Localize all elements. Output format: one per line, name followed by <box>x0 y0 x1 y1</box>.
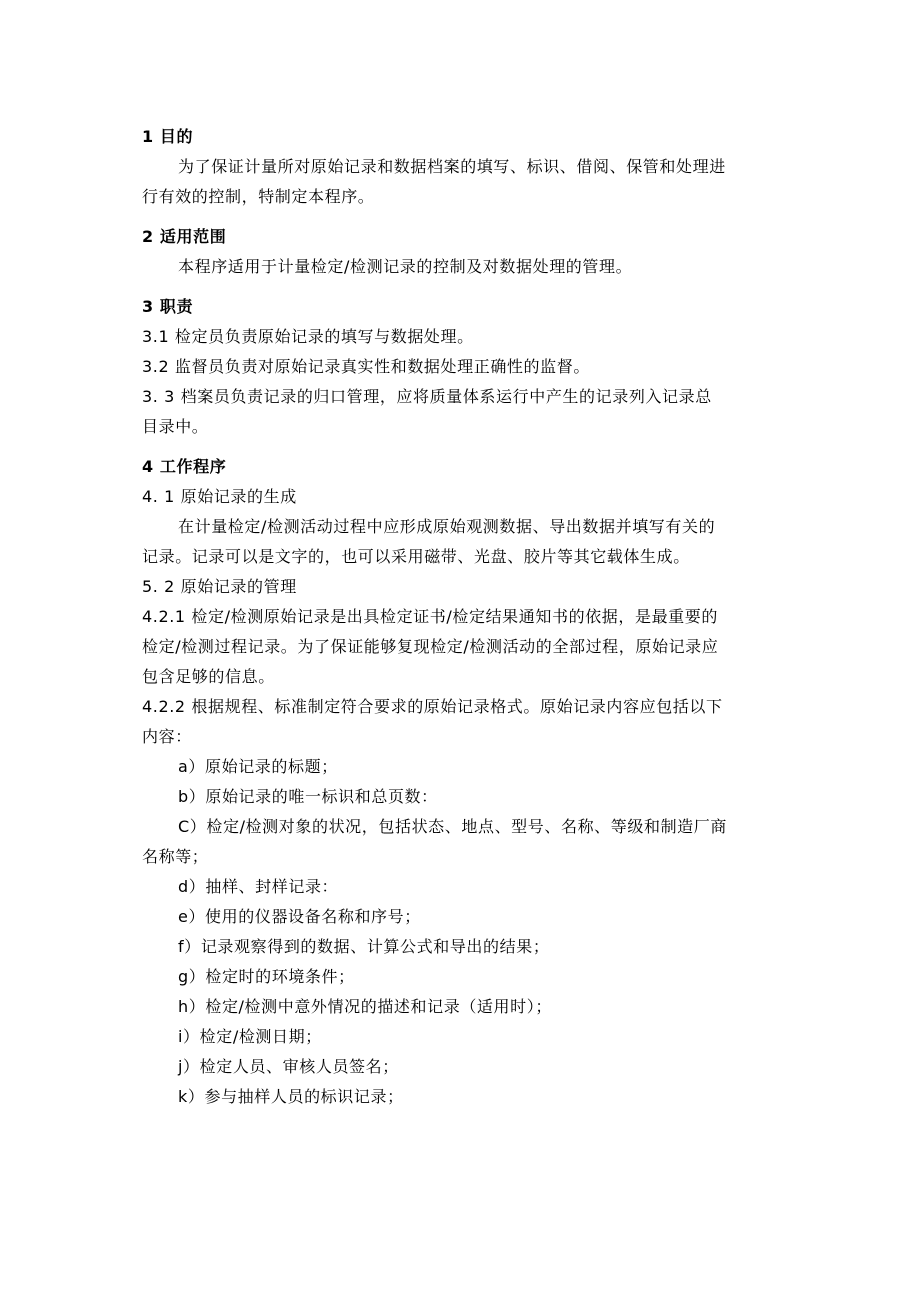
subsection-4-1-title: 4. 1 原始记录的生成 <box>142 487 297 506</box>
section-4-heading: 4 工作程序 <box>142 457 227 476</box>
subsection-4-1-paragraph-line-2: 记录。记录可以是文字的，也可以采用磁带、光盘、胶片等其它载体生成。 <box>142 547 690 566</box>
responsibility-3-3-line-2: 目录中。 <box>142 417 209 436</box>
list-item-e: e）使用的仪器设备名称和序号； <box>178 907 421 926</box>
clause-4-2-1-line-3: 包含足够的信息。 <box>142 667 275 686</box>
list-item-c-line-2: 名称等； <box>142 847 209 866</box>
list-item-f: f）记录观察得到的数据、计算公式和导出的结果； <box>178 937 550 956</box>
section-2-heading: 2 适用范围 <box>142 227 227 246</box>
responsibility-3-2: 3.2 监督员负责对原始记录真实性和数据处理正确性的监督。 <box>142 357 590 376</box>
list-item-h: h）检定/检测中意外情况的描述和记录（适用时）； <box>178 997 552 1016</box>
subsection-4-1-paragraph-line-1: 在计量检定/检测活动过程中应形成原始观测数据、导出数据并填写有关的 <box>178 517 716 536</box>
section-1-heading: 1 目的 <box>142 127 194 146</box>
clause-4-2-2-line-2: 内容： <box>142 727 192 746</box>
responsibility-3-1: 3.1 检定员负责原始记录的填写与数据处理。 <box>142 327 474 346</box>
list-item-c-line-1: C）检定/检测对象的状况，包括状态、地点、型号、名称、等级和制造厂商 <box>178 817 727 836</box>
clause-4-2-2-line-1: 4.2.2 根据规程、标准制定符合要求的原始记录格式。原始记录内容应包括以下 <box>142 697 723 716</box>
list-item-d: d）抽样、封样记录： <box>178 877 339 896</box>
responsibility-3-3-line-1: 3. 3 档案员负责记录的归口管理，应将质量体系运行中产生的记录列入记录总 <box>142 387 712 406</box>
list-item-a: a）原始记录的标题； <box>178 757 338 776</box>
list-item-i: i）检定/检测日期； <box>178 1027 322 1046</box>
list-item-k: k）参与抽样人员的标识记录； <box>178 1087 404 1106</box>
clause-4-2-1-line-1: 4.2.1 检定/检测原始记录是出具检定证书/检定结果通知书的依据，是最重要的 <box>142 607 718 626</box>
document-body <box>142 122 792 1112</box>
subsection-4-2-title: 5. 2 原始记录的管理 <box>142 577 297 596</box>
section-3-heading: 3 职责 <box>142 297 194 316</box>
clause-4-2-1-line-2: 检定/检测过程记录。为了保证能够复现检定/检测活动的全部过程，原始记录应 <box>142 637 719 656</box>
list-item-j: j）检定人员、审核人员签名； <box>178 1057 399 1076</box>
list-item-b: b）原始记录的唯一标识和总页数： <box>178 787 438 806</box>
list-item-g: g）检定时的环境条件； <box>178 967 355 986</box>
section-1-paragraph-line-1: 为了保证计量所对原始记录和数据档案的填写、标识、借阅、保管和处理进 <box>178 157 726 176</box>
section-1-paragraph-line-2: 行有效的控制，特制定本程序。 <box>142 187 375 206</box>
section-2-paragraph: 本程序适用于计量检定/检测记录的控制及对数据处理的管理。 <box>178 257 633 276</box>
